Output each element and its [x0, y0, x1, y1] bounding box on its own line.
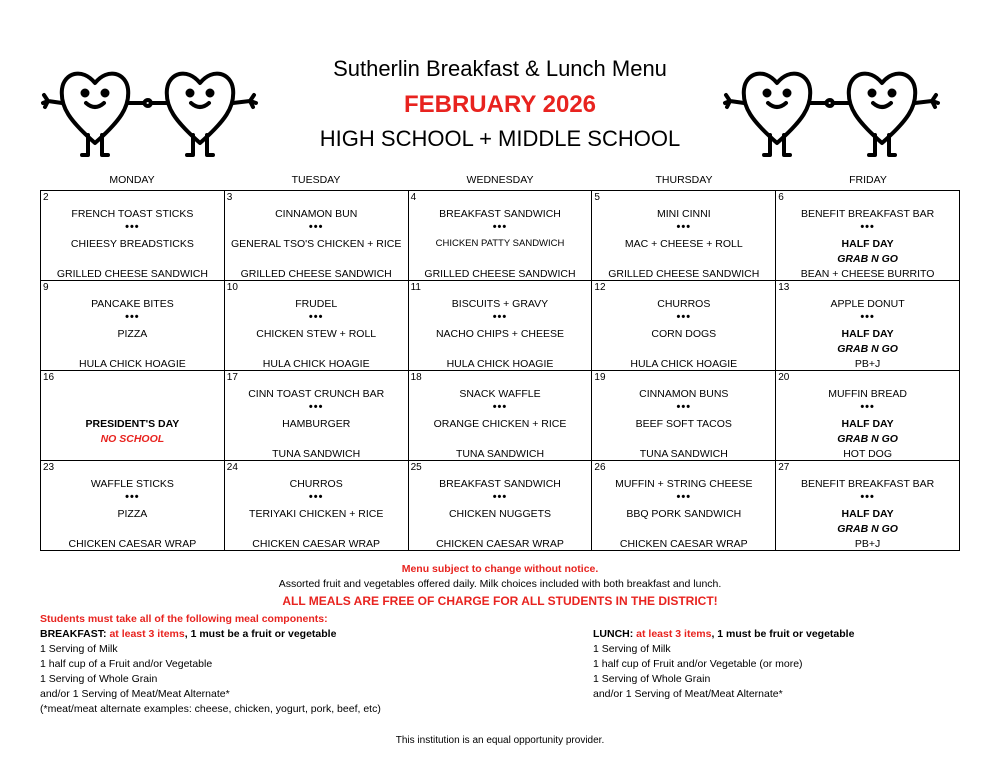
equal-opportunity-footer: This institution is an equal opportunity provider.	[395, 735, 605, 746]
breakfast-requirement-item: (*meat/meat alternate examples: cheese, chicken, yogurt, pork, beef, etc)	[40, 703, 381, 715]
alternate-item: BEAN + CHEESE BURRITO	[800, 268, 935, 280]
alternate-item: HOT DOG	[843, 448, 892, 460]
lunch-item: CHIEESY BREADSTICKS	[70, 238, 194, 250]
lunch-item: HAMBURGER	[282, 418, 351, 430]
lunch-requirement-item: 1 Serving of Milk	[593, 643, 671, 655]
lunch-rule	[593, 627, 854, 642]
breakfast-item: FRUDEL	[295, 298, 338, 310]
calendar-day-cell	[776, 461, 960, 551]
breakfast-requirement-item: 1 Serving of Whole Grain	[40, 673, 158, 685]
breakfast-rule-text: , 1 must be a fruit or vegetable	[184, 628, 337, 640]
weekday-label: MONDAY	[109, 174, 155, 186]
calendar-day-cell	[41, 281, 225, 371]
lunch-item: BBQ PORK SANDWICH	[626, 508, 742, 520]
calendar-week	[41, 461, 960, 551]
breakfast-requirement-item: and/or 1 Serving of Meat/Meat Alternate*	[40, 688, 230, 700]
grab-n-go-label: GRAB N GO	[837, 343, 898, 355]
free-meals-notice: ALL MEALS ARE FREE OF CHARGE FOR ALL STUDENTS IN THE DISTRICT!	[282, 594, 718, 608]
calendar-day-cell	[224, 461, 408, 551]
half-day-label: HALF DAY	[841, 508, 894, 520]
alternate-item: GRILLED CHEESE SANDWICH	[608, 268, 760, 280]
menu-calendar	[40, 190, 960, 551]
grab-n-go-label: GRAB N GO	[837, 433, 898, 445]
alternate-item: HULA CHICK HOAGIE	[446, 358, 554, 370]
lunch-item: PIZZA	[117, 508, 148, 520]
breakfast-item: FRENCH TOAST STICKS	[71, 208, 194, 220]
half-day-label: HALF DAY	[841, 328, 894, 340]
breakfast-item: CHURROS	[657, 298, 711, 310]
breakfast-item: CINN TOAST CRUNCH BAR	[248, 388, 385, 400]
separator-dots: •••	[676, 491, 692, 503]
breakfast-rule-highlight: at least 3 items	[109, 628, 185, 640]
breakfast-requirement-item: 1 half cup of a Fruit and/or Vegetable	[40, 658, 213, 670]
date-number: 24	[226, 462, 238, 473]
date-number: 11	[410, 282, 421, 293]
lunch-requirement-item: and/or 1 Serving of Meat/Meat Alternate*	[593, 688, 783, 700]
separator-dots: •••	[860, 221, 875, 233]
breakfast-item: BREAKFAST SANDWICH	[439, 208, 561, 220]
month-title: FEBRUARY 2026	[403, 91, 597, 118]
separator-dots: •••	[308, 221, 324, 233]
date-number: 18	[410, 372, 422, 383]
schools-subtitle: HIGH SCHOOL + MIDDLE SCHOOL	[319, 126, 681, 151]
lunch-item: TERIYAKI CHICKEN + RICE	[249, 508, 384, 520]
separator-dots: •••	[676, 311, 692, 323]
separator-dots: •••	[125, 311, 140, 323]
breakfast-rule	[40, 627, 381, 642]
alternate-item: PB+J	[854, 358, 881, 370]
weekday-label: TUESDAY	[291, 174, 341, 186]
breakfast-item: WAFFLE STICKS	[90, 478, 174, 490]
lunch-rule-highlight: at least 3 items	[636, 628, 712, 640]
separator-dots: •••	[860, 491, 875, 503]
alternate-item: GRILLED CHEESE SANDWICH	[424, 268, 576, 280]
alternate-item: HULA CHICK HOAGIE	[262, 358, 370, 370]
date-number: 26	[594, 462, 606, 473]
calendar-day-cell	[592, 461, 776, 551]
alternate-item: TUNA SANDWICH	[639, 448, 728, 460]
separator-dots: •••	[308, 311, 324, 323]
alternate-item: CHICKEN CAESAR WRAP	[68, 538, 197, 550]
alternate-item: PB+J	[854, 538, 881, 550]
lunch-label: LUNCH:	[593, 628, 634, 640]
lunch-rule-text: , 1 must be fruit or vegetable	[711, 628, 855, 640]
separator-dots: •••	[676, 221, 692, 233]
separator-dots: •••	[125, 221, 140, 233]
date-number: 19	[594, 372, 606, 383]
lunch-item: NACHO CHIPS + CHEESE	[435, 328, 565, 340]
menu-change-notice: Menu subject to change without notice.	[401, 563, 599, 575]
no-school-label: NO SCHOOL	[100, 433, 165, 445]
date-number: 6	[778, 192, 784, 203]
calendar-day-cell	[41, 371, 225, 461]
alternate-item: CHICKEN CAESAR WRAP	[252, 538, 381, 550]
weekday-label: WEDNESDAY	[466, 174, 534, 186]
calendar-day-cell	[224, 371, 408, 461]
lunch-requirements	[593, 627, 854, 702]
breakfast-item: BISCUITS + GRAVY	[451, 298, 549, 310]
calendar-day-cell	[41, 191, 225, 281]
holiday-label: PRESIDENT'S DAY	[85, 418, 180, 430]
date-number: 10	[226, 282, 238, 293]
date-number: 4	[410, 192, 417, 203]
separator-dots: •••	[308, 491, 324, 503]
breakfast-item: CINNAMON BUN	[275, 208, 358, 220]
separator-dots: •••	[860, 401, 875, 413]
date-number: 3	[226, 192, 233, 203]
half-day-label: HALF DAY	[841, 418, 894, 430]
date-number: 2	[43, 192, 49, 203]
separator-dots: •••	[860, 311, 875, 323]
breakfast-label: BREAKFAST:	[40, 628, 107, 640]
alternate-item: HULA CHICK HOAGIE	[79, 358, 186, 370]
date-number: 27	[778, 462, 790, 473]
breakfast-item: BENEFIT BREAKFAST BAR	[800, 208, 935, 220]
calendar-day-cell	[592, 371, 776, 461]
calendar-day-cell	[776, 371, 960, 461]
lunch-item: ORANGE CHICKEN + RICE	[433, 418, 567, 430]
calendar-day-cell	[592, 281, 776, 371]
date-number: 17	[226, 372, 238, 383]
separator-dots: •••	[492, 491, 508, 503]
alternate-item: TUNA SANDWICH	[272, 448, 361, 460]
weekday-header	[40, 174, 960, 190]
breakfast-item: BENEFIT BREAKFAST BAR	[800, 478, 935, 490]
breakfast-requirements	[40, 612, 381, 717]
lunch-item: PIZZA	[117, 328, 148, 340]
lunch-item: MAC + CHEESE + ROLL	[624, 238, 743, 250]
calendar-day-cell	[41, 461, 225, 551]
calendar-day-cell	[776, 191, 960, 281]
alternate-item: GRILLED CHEESE SANDWICH	[240, 268, 392, 280]
lunch-item: CHICKEN NUGGETS	[448, 508, 552, 520]
date-number: 9	[43, 282, 49, 293]
calendar-week	[41, 281, 960, 371]
calendar-day-cell	[408, 371, 592, 461]
breakfast-item: BREAKFAST SANDWICH	[439, 478, 561, 490]
breakfast-item: APPLE DONUT	[830, 298, 905, 310]
weekday-label: FRIDAY	[849, 174, 887, 186]
breakfast-requirement-item: 1 Serving of Milk	[40, 643, 118, 655]
calendar-week	[41, 191, 960, 281]
separator-dots: •••	[492, 221, 508, 233]
weekday-label: THURSDAY	[655, 174, 713, 186]
fruit-milk-notice: Assorted fruit and vegetables offered daily. Milk choices included with both breakfast and lunch.	[278, 578, 722, 590]
lunch-item: CHICKEN PATTY SANDWICH	[435, 238, 565, 249]
calendar-day-cell	[408, 191, 592, 281]
calendar-day-cell	[224, 191, 408, 281]
calendar-day-cell	[592, 191, 776, 281]
requirements-title: Students must take all of the following meal components:	[40, 613, 328, 625]
breakfast-item: SNACK WAFFLE	[459, 388, 541, 400]
lunch-item: GENERAL TSO'S CHICKEN + RICE	[231, 238, 402, 250]
date-number: 12	[594, 282, 606, 293]
date-number: 25	[410, 462, 422, 473]
breakfast-item: MUFFIN BREAD	[828, 388, 907, 400]
breakfast-item: MUFFIN + STRING CHEESE	[615, 478, 753, 490]
separator-dots: •••	[308, 401, 324, 413]
date-number: 16	[43, 372, 55, 383]
lunch-item: BEEF SOFT TACOS	[635, 418, 732, 430]
alternate-item: TUNA SANDWICH	[455, 448, 545, 460]
calendar-day-cell	[408, 281, 592, 371]
alternate-item: CHICKEN CAESAR WRAP	[436, 538, 564, 550]
breakfast-item: MINI CINNI	[656, 208, 711, 220]
lunch-item: CORN DOGS	[651, 328, 717, 340]
alternate-item: GRILLED CHEESE SANDWICH	[56, 268, 208, 280]
date-number: 20	[778, 372, 790, 383]
date-number: 23	[43, 462, 55, 473]
calendar-day-cell	[776, 281, 960, 371]
breakfast-item: CINNAMON BUNS	[639, 388, 729, 400]
separator-dots: •••	[492, 401, 508, 413]
breakfast-item: PANCAKE BITES	[91, 298, 174, 310]
calendar-week	[41, 371, 960, 461]
separator-dots: •••	[125, 491, 140, 503]
separator-dots: •••	[492, 311, 508, 323]
alternate-item: HULA CHICK HOAGIE	[630, 358, 738, 370]
page-header	[0, 0, 1000, 175]
lunch-item: CHICKEN STEW + ROLL	[256, 328, 377, 340]
lunch-requirement-item: 1 Serving of Whole Grain	[593, 673, 711, 685]
calendar-day-cell	[408, 461, 592, 551]
calendar-day-cell	[224, 281, 408, 371]
lunch-requirement-item: 1 half cup of Fruit and/or Vegetable (or more)	[593, 658, 803, 670]
alternate-item: CHICKEN CAESAR WRAP	[619, 538, 748, 550]
breakfast-item: CHURROS	[289, 478, 343, 490]
date-number: 13	[778, 282, 790, 293]
grab-n-go-label: GRAB N GO	[837, 523, 898, 535]
half-day-label: HALF DAY	[841, 238, 894, 250]
page-title: Sutherlin Breakfast & Lunch Menu	[333, 56, 667, 81]
separator-dots: •••	[676, 401, 692, 413]
date-number: 5	[594, 192, 600, 203]
grab-n-go-label: GRAB N GO	[837, 253, 898, 265]
